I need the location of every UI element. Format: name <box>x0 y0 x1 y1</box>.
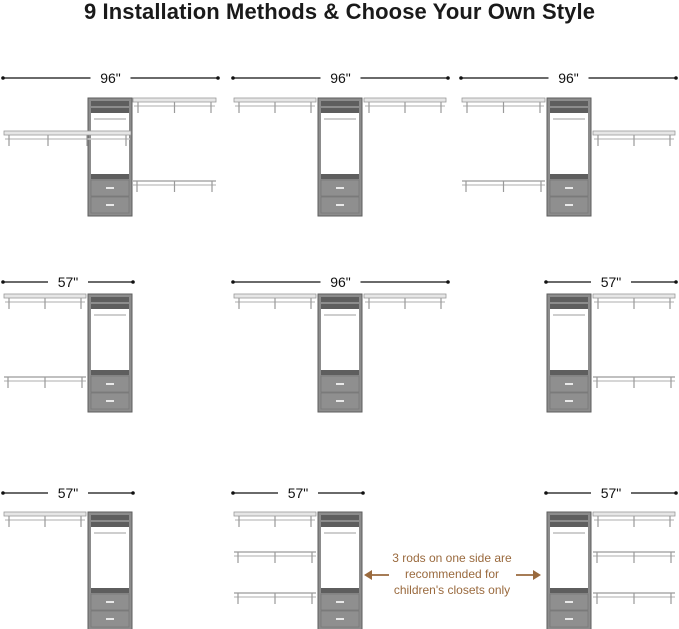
shelf-board <box>234 512 316 516</box>
tower-hanging-space <box>321 113 359 175</box>
closet-tower <box>318 294 362 412</box>
dimension-endpoint <box>1 280 5 284</box>
shelf-board <box>133 98 216 102</box>
width-dimension <box>1 484 135 502</box>
wall-shelf <box>364 294 446 309</box>
dimension-endpoint <box>1 491 5 495</box>
wall-shelf <box>133 98 216 113</box>
wall-shelf <box>593 294 675 309</box>
width-dimension <box>1 273 135 291</box>
tower-drawer-top <box>550 588 588 593</box>
tower-drawer-top <box>91 174 129 179</box>
page-title: 9 Installation Methods & Choose Your Own Style <box>83 0 596 24</box>
tower-drawer-top <box>550 370 588 375</box>
shelf-board <box>364 98 446 102</box>
closet-tower <box>88 98 132 216</box>
tower-top-shelf <box>550 101 588 106</box>
width-dimension <box>231 273 450 291</box>
tower-upper-shelf <box>91 108 129 113</box>
drawer-handle <box>565 400 573 402</box>
tower-hanging-space <box>91 309 129 371</box>
shelf-board <box>593 512 675 516</box>
closet-tower <box>88 294 132 412</box>
wall-shelf <box>4 512 86 527</box>
drawer-handle <box>106 618 114 620</box>
configuration-6 <box>544 273 678 412</box>
drawer-handle <box>336 400 344 402</box>
tower-upper-shelf <box>321 522 359 527</box>
width-dimension <box>231 69 450 87</box>
tower-top-shelf <box>550 297 588 302</box>
dimension-endpoint <box>674 280 678 284</box>
configuration-1 <box>1 69 220 216</box>
tower-top-shelf <box>321 515 359 520</box>
drawer-handle <box>336 618 344 620</box>
drawer-handle <box>336 187 344 189</box>
width-label: 96" <box>330 274 351 290</box>
tower-top-shelf <box>91 297 129 302</box>
tower-drawer-top <box>321 370 359 375</box>
tower-drawer-top <box>550 174 588 179</box>
width-label: 57" <box>57 485 79 501</box>
wall-shelf <box>593 512 675 527</box>
closet-tower <box>547 294 591 412</box>
tower-top-shelf <box>321 101 359 106</box>
shelf-board <box>4 512 86 516</box>
width-label: 57" <box>600 274 622 290</box>
hanging-rod <box>593 377 675 388</box>
hanging-rod <box>133 181 216 192</box>
note-line: 3 rods on one side are <box>392 551 512 565</box>
children-closet-note <box>364 551 541 597</box>
wall-shelf <box>234 98 316 113</box>
drawer-handle <box>106 400 114 402</box>
wall-shelf <box>234 294 316 309</box>
drawer-handle <box>106 187 114 189</box>
tower-drawer-top <box>91 588 129 593</box>
shelf-board <box>234 294 316 298</box>
dimension-endpoint <box>674 76 678 80</box>
tower-upper-shelf <box>91 522 129 527</box>
drawer-handle <box>565 187 573 189</box>
width-dimension <box>544 484 678 502</box>
drawer-handle <box>565 204 573 206</box>
drawer-handle <box>565 383 573 385</box>
dimension-endpoint <box>1 76 5 80</box>
width-dimension <box>459 69 678 87</box>
tower-top-shelf <box>550 515 588 520</box>
dimension-endpoint <box>446 76 450 80</box>
wall-shelf <box>593 131 675 146</box>
tower-upper-shelf <box>550 304 588 309</box>
drawer-handle <box>106 204 114 206</box>
tower-upper-shelf <box>321 304 359 309</box>
dimension-endpoint <box>446 280 450 284</box>
dimension-endpoint <box>216 76 220 80</box>
tower-hanging-space <box>550 113 588 175</box>
drawer-handle <box>336 204 344 206</box>
hanging-rod <box>234 593 316 604</box>
closet-tower <box>318 512 362 629</box>
tower-hanging-space <box>91 113 129 175</box>
dimension-endpoint <box>131 280 135 284</box>
tower-hanging-space <box>91 527 129 589</box>
configuration-9 <box>544 484 678 629</box>
dimension-endpoint <box>231 491 235 495</box>
drawer-handle <box>106 383 114 385</box>
tower-upper-shelf <box>550 108 588 113</box>
tower-drawer-top <box>91 370 129 375</box>
tower-hanging-space <box>550 527 588 589</box>
hanging-rod <box>234 552 316 563</box>
tower-top-shelf <box>91 515 129 520</box>
tower-upper-shelf <box>91 304 129 309</box>
shelf-board <box>593 131 675 135</box>
hanging-rod <box>4 377 86 388</box>
shelf-board <box>4 131 131 135</box>
width-label: 96" <box>100 70 121 86</box>
shelf-board <box>234 98 316 102</box>
wall-shelf <box>234 512 316 527</box>
drawer-handle <box>106 601 114 603</box>
tower-upper-shelf <box>550 522 588 527</box>
width-label: 57" <box>287 485 309 501</box>
hanging-rod <box>593 593 675 604</box>
width-dimension <box>544 273 678 291</box>
closet-tower <box>547 512 591 629</box>
dimension-endpoint <box>231 76 235 80</box>
dimension-endpoint <box>544 280 548 284</box>
hanging-rod <box>462 181 545 192</box>
width-label: 57" <box>57 274 79 290</box>
width-dimension <box>1 69 220 87</box>
configuration-5 <box>231 273 450 412</box>
drawer-handle <box>565 618 573 620</box>
width-dimension <box>231 484 365 502</box>
tower-top-shelf <box>91 101 129 106</box>
dimension-endpoint <box>459 76 463 80</box>
drawer-handle <box>336 383 344 385</box>
tower-hanging-space <box>550 309 588 371</box>
shelf-board <box>462 98 545 102</box>
width-label: 96" <box>330 70 351 86</box>
tower-drawer-top <box>321 588 359 593</box>
closet-tower <box>318 98 362 216</box>
configuration-2 <box>231 69 450 216</box>
note-arrowhead-left <box>364 570 372 580</box>
dimension-endpoint <box>361 491 365 495</box>
configuration-7 <box>1 484 135 629</box>
dimension-endpoint <box>544 491 548 495</box>
configuration-4 <box>1 273 135 412</box>
width-label: 57" <box>600 485 622 501</box>
tower-hanging-space <box>321 527 359 589</box>
tower-top-shelf <box>321 297 359 302</box>
width-label: 96" <box>558 70 579 86</box>
closet-tower <box>547 98 591 216</box>
shelf-board <box>4 294 86 298</box>
tower-upper-shelf <box>321 108 359 113</box>
dimension-endpoint <box>131 491 135 495</box>
note-line: recommended for <box>404 567 500 581</box>
dimension-endpoint <box>674 491 678 495</box>
wall-shelf <box>4 294 86 309</box>
hanging-rod <box>593 552 675 563</box>
tower-drawer-top <box>321 174 359 179</box>
closet-tower <box>88 512 132 629</box>
note-arrowhead-right <box>533 570 541 580</box>
tower-hanging-space <box>321 309 359 371</box>
dimension-endpoint <box>231 280 235 284</box>
configuration-3 <box>459 69 678 216</box>
drawer-handle <box>336 601 344 603</box>
shelf-board <box>364 294 446 298</box>
drawer-handle <box>565 601 573 603</box>
wall-shelf <box>364 98 446 113</box>
note-line: children's closets only <box>393 583 511 597</box>
configuration-8 <box>231 484 365 629</box>
shelf-board <box>593 294 675 298</box>
wall-shelf <box>462 98 545 113</box>
